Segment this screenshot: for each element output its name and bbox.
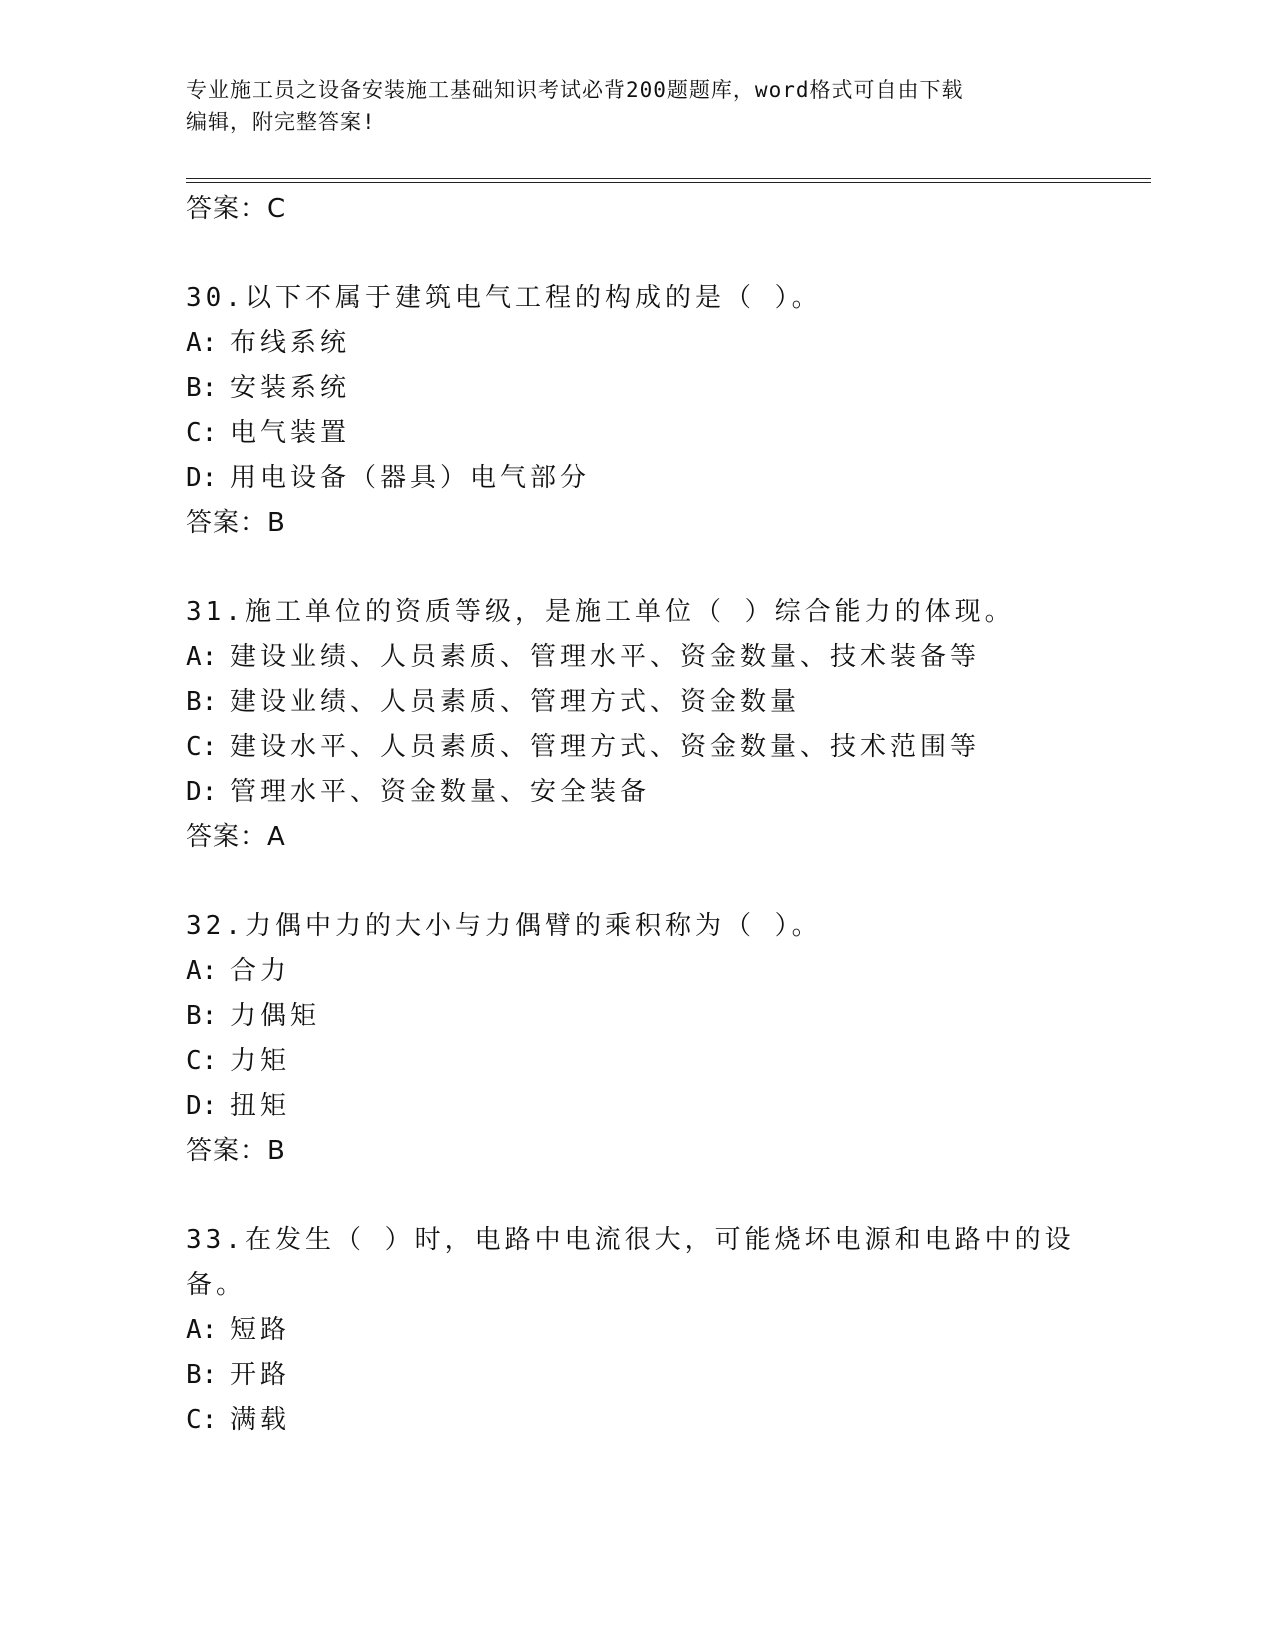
option-key: C: — [186, 1405, 218, 1435]
option-c — [186, 411, 1146, 456]
question-31 — [186, 590, 1146, 860]
option-a — [186, 1308, 1146, 1353]
question-stem: 30.以下不属于建筑电气工程的构成的是（ ）。 — [186, 283, 822, 313]
option-b — [186, 994, 1146, 1039]
option-text: 力偶矩 — [230, 1001, 321, 1031]
option-key: D: — [186, 777, 218, 807]
option-text: 满载 — [230, 1405, 291, 1435]
option-key: A: — [186, 1315, 218, 1345]
option-text: 安装系统 — [230, 373, 351, 403]
option-text: 合力 — [230, 956, 291, 986]
option-key: B: — [186, 687, 218, 717]
option-text: 管理水平、资金数量、安全装备 — [230, 777, 651, 807]
option-key: C: — [186, 1046, 218, 1076]
option-a — [186, 949, 1146, 994]
option-c — [186, 1398, 1146, 1443]
option-a — [186, 321, 1146, 366]
option-a — [186, 635, 1146, 680]
option-text: 布线系统 — [230, 328, 351, 358]
option-d — [186, 770, 1146, 815]
question-stem: 33.在发生（ ）时，电路中电流很大，可能烧坏电源和电路中的设备。 — [186, 1225, 1075, 1300]
option-key: C: — [186, 732, 218, 762]
document-header — [186, 74, 1086, 138]
question-33 — [186, 1218, 1146, 1443]
option-key: A: — [186, 956, 218, 986]
question-32 — [186, 904, 1146, 1174]
option-text: 开路 — [230, 1360, 291, 1390]
option-text: 力矩 — [230, 1046, 291, 1076]
question-30 — [186, 276, 1146, 546]
option-text: 用电设备（器具）电气部分 — [230, 463, 591, 493]
option-text: 短路 — [230, 1315, 291, 1345]
header-title-line-1: 专业施工员之设备安装施工基础知识考试必背200题题库，word格式可自由下载 — [186, 78, 964, 102]
previous-answer: 答案：C — [186, 194, 287, 224]
option-c — [186, 1039, 1146, 1084]
question-answer: 答案：A — [186, 822, 286, 852]
option-text: 电气装置 — [230, 418, 351, 448]
option-text: 建设业绩、人员素质、管理方式、资金数量 — [230, 687, 801, 717]
option-d — [186, 456, 1146, 501]
option-key: D: — [186, 463, 218, 493]
option-key: A: — [186, 642, 218, 672]
option-c — [186, 725, 1146, 770]
option-key: C: — [186, 418, 218, 448]
option-key: B: — [186, 1001, 218, 1031]
option-text: 建设业绩、人员素质、管理水平、资金数量、技术装备等 — [230, 642, 981, 672]
option-b — [186, 680, 1146, 725]
question-stem: 32.力偶中力的大小与力偶臂的乘积称为（ ）。 — [186, 911, 822, 941]
option-b — [186, 1353, 1146, 1398]
option-key: D: — [186, 1091, 218, 1121]
header-divider — [186, 178, 1151, 183]
question-answer: 答案：B — [186, 1136, 286, 1166]
option-key: B: — [186, 373, 218, 403]
question-stem: 31.施工单位的资质等级，是施工单位（ ）综合能力的体现。 — [186, 597, 1015, 627]
option-text: 建设水平、人员素质、管理方式、资金数量、技术范围等 — [230, 732, 981, 762]
header-title-line-2: 编辑，附完整答案! — [186, 110, 376, 134]
option-b — [186, 366, 1146, 411]
question-list — [186, 187, 1146, 1443]
option-d — [186, 1084, 1146, 1129]
option-key: A: — [186, 328, 218, 358]
option-text: 扭矩 — [230, 1091, 291, 1121]
option-key: B: — [186, 1360, 218, 1390]
question-answer: 答案：B — [186, 508, 286, 538]
